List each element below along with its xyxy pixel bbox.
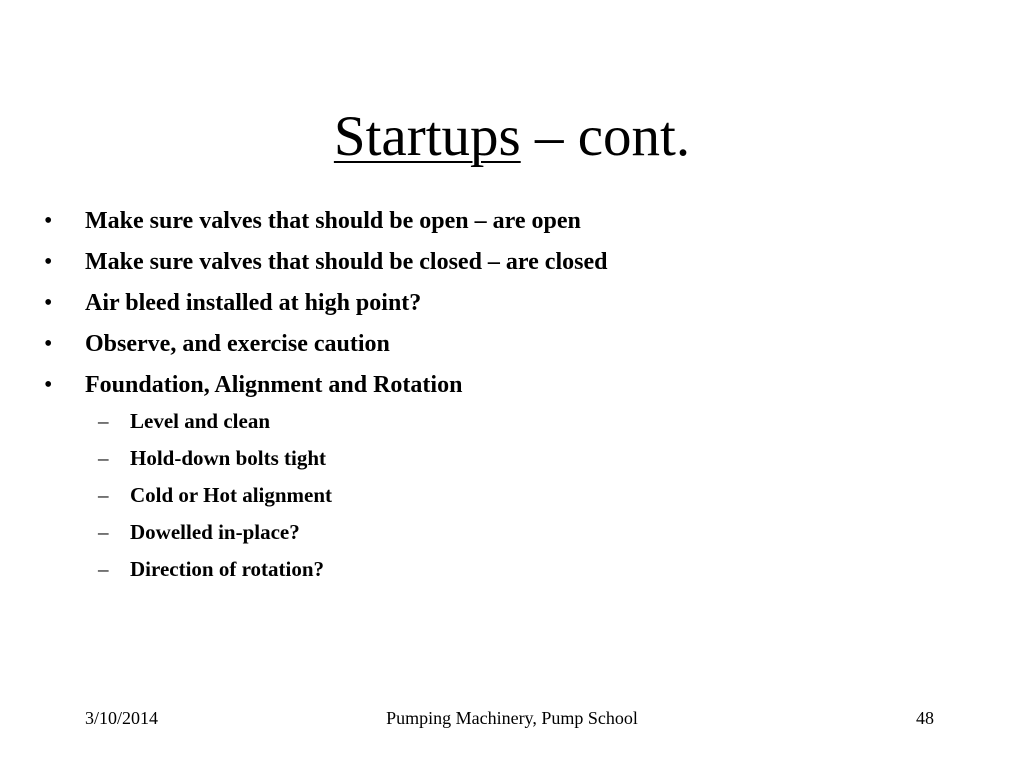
subbullet-text: Hold-down bolts tight (130, 446, 327, 470)
bullet-item (44, 326, 984, 367)
footer-title: Pumping Machinery, Pump School (386, 708, 638, 728)
subbullet-item (98, 553, 978, 590)
bullet-text: Observe, and exercise caution (85, 331, 390, 357)
subbullet-item (98, 442, 978, 479)
subbullet-marker: – (98, 409, 109, 433)
subbullet-list (98, 405, 978, 590)
title-main-text: Startups (333, 105, 521, 168)
subbullet-text: Cold or Hot alignment (130, 483, 333, 507)
page-number: 48 (916, 708, 934, 728)
bullet-text: Make sure valves that should be closed – are closed (85, 249, 608, 275)
bullet-marker: • (44, 372, 53, 398)
bullet-marker: • (44, 208, 53, 234)
bullet-text: Make sure valves that should be open – are open (85, 208, 581, 234)
subbullet-item (98, 405, 978, 442)
subbullet-text: Level and clean (130, 409, 270, 433)
bullet-item (44, 244, 984, 285)
subbullet-item (98, 516, 978, 553)
footer-date: 3/10/2014 (85, 708, 159, 728)
bullet-list (44, 203, 984, 408)
subbullet-text: Direction of rotation? (130, 557, 325, 581)
bullet-text: Air bleed installed at high point? (85, 290, 422, 316)
subbullet-marker: – (98, 520, 109, 544)
bullet-item (44, 203, 984, 244)
bullet-marker: • (44, 290, 53, 316)
slide-title (0, 102, 1024, 172)
subbullet-marker: – (98, 557, 109, 581)
subbullet-marker: – (98, 446, 109, 470)
bullet-marker: • (44, 331, 53, 357)
subbullet-item (98, 479, 978, 516)
title-suffix-text: – cont. (520, 105, 691, 168)
subbullet-marker: – (98, 483, 109, 507)
bullet-item (44, 367, 984, 408)
subbullet-text: Dowelled in-place? (130, 520, 300, 544)
bullet-item (44, 285, 984, 326)
bullet-text: Foundation, Alignment and Rotation (85, 372, 463, 398)
bullet-marker: • (44, 249, 53, 275)
